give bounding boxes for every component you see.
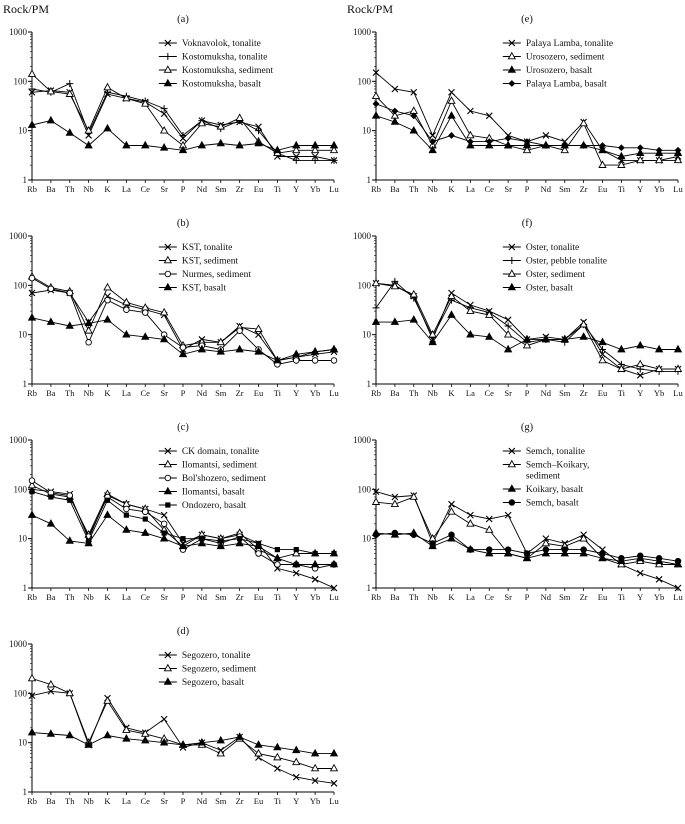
x-tick-label: P [524,184,530,194]
x-tick-label: Nb [83,388,94,398]
y-axis-unit-right: Rock/PM [347,2,394,16]
legend-label: Semch, tonalite [525,447,585,457]
x-tick-label: Nb [427,592,438,602]
x-tick-label: Lu [673,184,683,194]
x-tick-label: Lu [329,796,339,806]
x-tick-label: Nb [427,388,438,398]
chart-panel-a [0,10,340,210]
x-tick-label: Nb [83,592,94,602]
axes [9,639,339,806]
x-tick-label: Yb [653,388,665,398]
x-tick-label: Sr [504,184,512,194]
x-tick-label: Lu [329,184,339,194]
x-tick-label: Yb [309,592,321,602]
x-tick-label: Y [637,184,644,194]
x-tick-label: Y [293,184,300,194]
legend-label: Palaya Lamba, tonalite [525,39,614,49]
x-tick-label: Zr [579,388,588,398]
x-tick-label: P [524,592,530,602]
legend-label: Oster, pebble tonalite [525,256,607,267]
x-tick-label: K [104,796,111,806]
x-tick-label: Ba [46,184,56,194]
axes [9,435,339,602]
legend-label: Kostomuksha, sediment [181,66,274,76]
y-tick-label: 10 [18,737,27,748]
x-tick-label: K [448,592,455,602]
x-tick-label: K [448,184,455,194]
y-tick-label: 10 [362,125,371,136]
y-tick-label: 1000 [9,435,27,445]
x-tick-label: Sr [160,184,168,194]
x-tick-label: Sr [504,592,512,602]
legend-label: Oster, tonalite [525,243,580,253]
x-tick-label: Y [293,796,300,806]
legend-label: Kostomuksha, basalt [181,79,262,90]
legend-label: Ilomantsi, sediment [181,460,257,471]
x-tick-label: La [121,592,131,602]
panel-label: (c) [177,422,189,433]
x-tick-label: P [180,184,186,194]
chart-panel-g [344,418,684,618]
x-tick-label: P [180,796,186,806]
x-tick-label: Yb [653,184,665,194]
series-1 [29,675,338,771]
panel-label: (b) [176,218,190,229]
x-tick-label: Ce [140,388,150,398]
x-tick-label: Rb [371,592,381,602]
x-tick-label: Rb [27,796,37,806]
y-tick-label: 1000 [9,27,27,37]
x-tick-label: Lu [329,388,339,398]
y-tick-label: 1 [22,379,27,389]
x-tick-label: Yb [309,184,321,194]
x-tick-label: Ti [617,592,626,602]
x-tick-label: Ce [484,592,494,602]
x-tick-label: Sm [215,388,227,398]
y-tick-label: 1000 [9,231,27,241]
x-tick-label: Zr [235,184,244,194]
x-tick-label: Zr [235,388,244,398]
x-tick-label: Th [65,796,75,806]
x-tick-label: Sm [559,184,571,194]
x-tick-label: Ti [273,592,282,602]
x-tick-label: Ba [390,592,400,602]
chart-e-canvas [344,10,684,210]
legend-label: Oster, sediment [525,270,586,280]
legend [159,39,274,90]
x-tick-label: Rb [27,592,37,602]
legend [503,39,613,90]
legend-label: KST, tonalite [181,243,233,253]
chart-b-canvas [0,214,340,414]
chart-d-canvas [0,622,340,822]
y-tick-label: 10 [362,533,371,544]
x-tick-label: La [121,796,131,806]
x-tick-label: Y [293,592,300,602]
legend-label: Voknavolok, tonalite [181,39,261,49]
x-tick-label: Th [65,388,75,398]
legend [159,651,257,688]
y-tick-label: 1 [22,175,27,185]
x-tick-label: Ce [140,796,150,806]
y-tick-label: 100 [13,688,27,699]
x-tick-label: Yb [653,592,665,602]
x-tick-label: Eu [253,388,264,398]
x-tick-label: Th [409,184,419,194]
x-tick-label: Nb [83,796,94,806]
series-3 [29,314,338,363]
x-tick-label: Y [637,592,644,602]
x-tick-label: Ti [617,184,626,194]
x-tick-label: P [524,388,530,398]
series-2 [373,529,682,567]
x-tick-label: K [104,184,111,194]
x-tick-label: Ti [273,796,282,806]
legend-label: Urosozero, sediment [525,52,605,63]
x-tick-label: Ba [46,388,56,398]
y-tick-label: 1000 [9,639,27,649]
x-tick-label: Rb [371,388,381,398]
x-tick-label: Y [637,388,644,398]
x-tick-label: Sm [559,388,571,398]
panel-label: (a) [177,14,189,25]
legend-label: Semch–Koikary, [525,460,590,471]
legend-label: Segozero, tonalite [181,651,251,661]
x-tick-label: Lu [673,592,683,602]
y-tick-label: 1 [22,583,27,593]
legend [159,447,266,511]
series-2 [29,729,338,756]
legend [503,243,607,294]
legend-label: sediment [525,471,561,482]
x-tick-label: Sr [504,388,512,398]
chart-a-canvas [0,10,340,210]
y-tick-label: 10 [18,125,27,136]
y-tick-label: 10 [362,329,371,340]
x-tick-label: Nd [196,796,208,806]
chart-panel-d [0,622,340,822]
y-tick-label: 10 [18,329,27,340]
chart-panel-b [0,214,340,414]
x-tick-label: Th [409,592,419,602]
panel-label: (d) [176,626,190,637]
chart-f-canvas [344,214,684,414]
x-tick-label: K [448,388,455,398]
x-tick-label: Sm [215,592,227,602]
x-tick-label: Sr [160,592,168,602]
x-tick-label: Ce [140,184,150,194]
y-tick-label: 1000 [353,27,371,37]
y-tick-label: 1 [366,583,371,593]
x-tick-label: Eu [597,388,608,398]
legend-label: Segozero, basalt [181,678,245,688]
y-tick-label: 1000 [353,435,371,445]
x-tick-label: Yb [309,388,321,398]
x-tick-label: Ba [390,184,400,194]
y-axis-unit-left: Rock/PM [3,2,50,16]
x-tick-label: K [104,388,111,398]
legend-label: Bol'shozero, sediment [181,474,266,484]
x-tick-label: P [180,592,186,602]
axes [353,27,683,194]
legend-label: CK domain, tonalite [181,447,260,457]
y-tick-label: 1000 [353,231,371,241]
x-tick-label: Lu [329,592,339,602]
y-tick-label: 100 [13,484,27,495]
legend-label: KST, sediment [181,256,239,267]
chart-g-canvas [344,418,684,618]
x-tick-label: Ti [273,388,282,398]
x-tick-label: La [465,592,475,602]
x-tick-label: Ce [484,184,494,194]
x-tick-label: Eu [253,592,264,602]
x-tick-label: Ce [484,388,494,398]
y-tick-label: 100 [357,76,371,87]
y-tick-label: 10 [18,533,27,544]
panel-label: (e) [521,14,533,25]
x-tick-label: Nd [196,592,208,602]
axes [9,27,339,194]
legend-label: Nurmes, sediment [181,270,251,280]
x-tick-label: Ba [46,592,56,602]
x-tick-label: Sm [215,796,227,806]
x-tick-label: Eu [253,184,264,194]
chart-c-canvas [0,418,340,618]
x-tick-label: Rb [27,184,37,194]
x-tick-label: Sm [215,184,227,194]
x-tick-label: Zr [235,796,244,806]
x-tick-label: Lu [673,388,683,398]
legend-label: Ondozero, basalt [181,501,247,511]
x-tick-label: Rb [371,184,381,194]
x-tick-label: Nd [196,388,208,398]
x-tick-label: Zr [579,184,588,194]
x-tick-label: Sr [160,388,168,398]
y-tick-label: 1 [366,379,371,389]
x-tick-label: Nb [427,184,438,194]
x-tick-label: Nd [540,592,552,602]
chart-panel-c [0,418,340,618]
legend-label: Segozero, sediment [181,664,257,675]
x-tick-label: La [121,388,131,398]
legend [503,447,589,509]
x-tick-label: Ba [46,796,56,806]
x-tick-label: Nd [540,184,552,194]
chart-panel-e [344,10,684,210]
x-tick-label: Th [409,388,419,398]
panel-label: (g) [520,422,534,433]
x-tick-label: Y [293,388,300,398]
legend-label: Ilomantsi, basalt [181,487,245,498]
x-tick-label: Nd [196,184,208,194]
x-tick-label: Rb [27,388,37,398]
x-tick-label: Ti [617,388,626,398]
x-tick-label: Eu [597,184,608,194]
y-tick-label: 1 [22,787,27,797]
x-tick-label: La [465,184,475,194]
series-0 [29,688,337,786]
y-tick-label: 1 [366,175,371,185]
axes [9,231,339,398]
x-tick-label: K [104,592,111,602]
legend [159,243,251,294]
legend-label: Palaya Lamba, basalt [525,79,607,90]
x-tick-label: Zr [579,592,588,602]
x-tick-label: Sr [160,796,168,806]
x-tick-label: Ti [273,184,282,194]
legend-label: KST, basalt [181,283,226,294]
x-tick-label: La [465,388,475,398]
legend-label: Semch, basalt [525,498,579,509]
x-tick-label: P [180,388,186,398]
y-tick-label: 100 [13,76,27,87]
x-tick-label: La [121,184,131,194]
series-0 [373,280,681,378]
x-tick-label: Zr [235,592,244,602]
x-tick-label: Eu [597,592,608,602]
x-tick-label: Th [65,184,75,194]
legend-label: Kostomuksha, tonalite [181,52,268,63]
legend-label: Urosozero, basalt [525,66,593,76]
x-tick-label: Sm [559,592,571,602]
x-tick-label: Nd [540,388,552,398]
axes [353,435,683,602]
legend-label: Oster, basalt [525,283,573,294]
y-tick-label: 100 [357,280,371,291]
x-tick-label: Nb [83,184,94,194]
y-tick-label: 100 [357,484,371,495]
x-tick-label: Eu [253,796,264,806]
x-tick-label: Yb [309,796,321,806]
x-tick-label: Th [65,592,75,602]
y-tick-label: 100 [13,280,27,291]
legend-label: Koikary, basalt [525,485,584,495]
x-tick-label: Ba [390,388,400,398]
panel-label: (f) [521,218,533,229]
chart-panel-f [344,214,684,414]
x-tick-label: Ce [140,592,150,602]
